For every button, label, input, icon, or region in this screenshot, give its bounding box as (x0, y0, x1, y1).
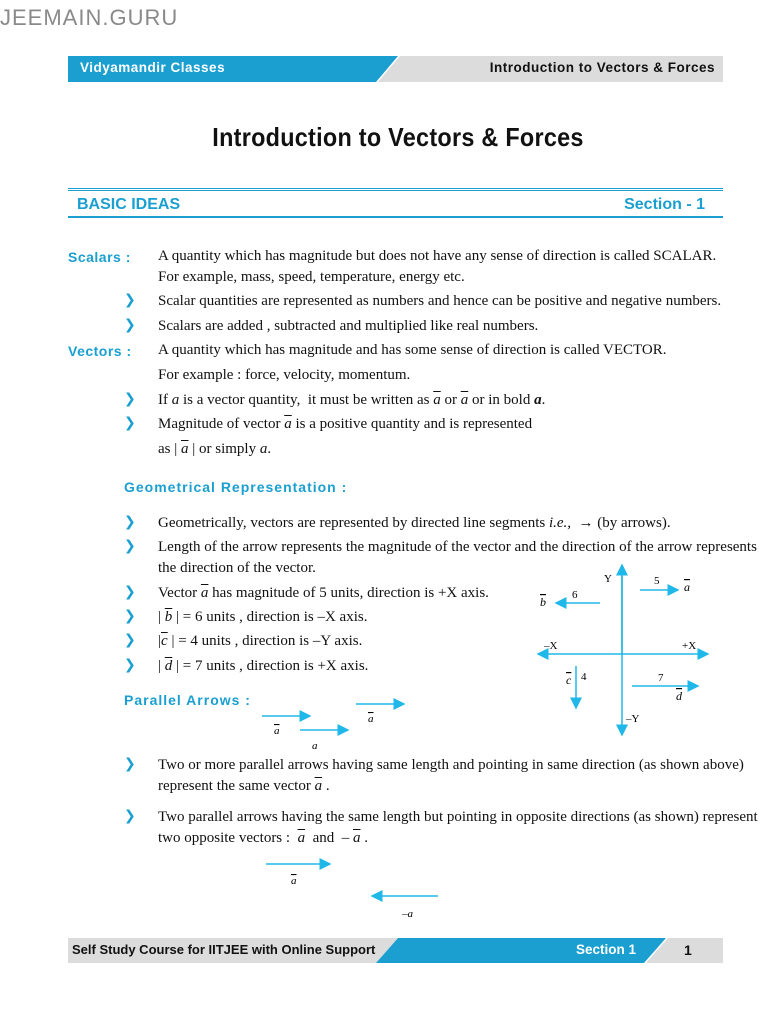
chevron-right-icon: ❯ (124, 608, 136, 624)
section-number: Section - 1 (624, 196, 705, 213)
vector-a-symbol: $\overline{a}$ (200, 585, 209, 601)
vector-a-symbol: $\overline{a}$ (353, 830, 361, 846)
footer-course: Self Study Course for IITJEE with Online Support (72, 942, 376, 957)
vector-d-length: 7 (658, 672, 664, 684)
vector-d-symbol: $\overline{d}$ (164, 658, 173, 674)
parallel-bullet-1: Two or more parallel arrows having same length and pointing in same direction (as shown above) (158, 757, 744, 773)
geo-bullet-2-line-2: the direction of the vector. (158, 560, 316, 576)
vectors-bullet-2-line-2: as | $\overline{a}$ | or simply a. (158, 441, 272, 457)
arrow-neg-a-label: –a (402, 908, 413, 920)
arrow-a-label: a (291, 875, 297, 887)
vector-a-symbol: $\overline{a}$ (181, 441, 189, 457)
y-axis-label: Y (604, 573, 612, 585)
parallel-bullet-1-line-2: represent the same vector $\overline{a}$ . (158, 778, 330, 794)
vectors-bullet-1: If a is a vector quantity, it must be written as $\overline{a}$ or $\overline{a}$ or in bold a. (158, 392, 546, 408)
vector-c-label: c (566, 673, 572, 687)
parallel-arrows-heading: Parallel Arrows : (124, 692, 251, 708)
footer-section: Section 1 (576, 942, 637, 957)
scalars-example: For example, mass, speed, temperature, energy etc. (158, 269, 465, 285)
chevron-right-icon: ❯ (124, 584, 136, 600)
header-chapter: Introduction to Vectors & Forces (489, 60, 715, 75)
scalars-definition: A quantity which has magnitude but does not have any sense of direction is called SCALAR. (158, 248, 717, 264)
watermark: JEEMAIN.GURU (0, 5, 179, 30)
parallel-arrows-diagram (258, 698, 410, 754)
geo-bullet-2: Length of the arrow represents the magnitude of the vector and the direction of the arrow represents (158, 539, 757, 555)
chevron-right-icon: ❯ (124, 756, 136, 772)
geo-bullet-6: | $\overline{d}$ | = 7 units , direction is +X axis. (158, 658, 369, 674)
parallel-bullet-2-line-2: two opposite vectors : $\overline{a}$ and – $\overline{a}$ . (158, 830, 368, 846)
vector-c-length: 4 (581, 671, 587, 683)
page-number: 1 (684, 942, 692, 958)
geo-bullet-1: Geometrically, vectors are represented by directed line segments i.e., → (by arrows). (158, 515, 671, 531)
scalars-bullet-1: Scalar quantities are represented as numbers and hence can be positive and negative numbers. (158, 293, 722, 309)
vector-d-label: d (676, 689, 682, 703)
vectors-label: Vectors : (68, 343, 132, 359)
vector-a-symbol: $\overline{a}$ (297, 830, 306, 846)
page-header (68, 56, 723, 82)
chevron-right-icon: ❯ (124, 657, 136, 673)
section-title: BASIC IDEAS (77, 196, 181, 213)
chevron-right-icon: ❯ (124, 538, 136, 554)
parallel-bullet-2: Two parallel arrows having the same length but pointing in opposite directions (as shown) represent (158, 809, 758, 825)
geo-bullet-5: $|\overline{c}$ | = 4 units , direction is –Y axis. (158, 633, 363, 649)
vector-b-symbol: $\overline{b}$ (164, 609, 173, 625)
neg-y-axis-label: –Y (626, 713, 640, 725)
vector-a-symbol: $\overline{a}$ (314, 778, 323, 794)
scalars-bullet-2: Scalars are added , subtracted and multiplied like real numbers. (158, 318, 539, 334)
chevron-right-icon: ❯ (124, 808, 136, 824)
geo-bullet-3: Vector $\overline{a}$ has magnitude of 5 units, direction is +X axis. (158, 585, 489, 601)
page-title: Introduction to Vectors & Forces (212, 122, 584, 152)
vector-c-symbol: $\overline{c}$ (161, 633, 168, 649)
vector-a-length: 5 (654, 575, 660, 587)
vector-a-label: a (684, 580, 690, 594)
geo-bullet-4: | $\overline{b}$ | = 6 units , direction is –X axis. (158, 609, 368, 625)
neg-x-axis-label: –X (544, 640, 558, 652)
parallel-arrow-2-label: a (368, 713, 374, 725)
parallel-arrow-1-label: a (274, 725, 280, 737)
scalars-label: Scalars : (68, 249, 131, 265)
vector-a-symbol: $\overline{a}$ (460, 392, 469, 408)
vector-a-symbol: $\overline{a}$ (284, 416, 292, 432)
vectors-bullet-2: Magnitude of vector $\overline{a}$ is a positive quantity and is represented (158, 416, 533, 432)
chevron-right-icon: ❯ (124, 514, 136, 530)
vector-a-symbol: $\overline{a}$ (433, 392, 441, 408)
section-bar (68, 188, 723, 218)
vector-axes-diagram (530, 560, 720, 740)
chevron-right-icon: ❯ (124, 415, 136, 431)
chevron-right-icon: ❯ (124, 292, 136, 308)
page-footer (68, 938, 723, 963)
parallel-arrow-3-label: a (312, 740, 318, 752)
chevron-right-icon: ❯ (124, 632, 136, 648)
header-brand: Vidyamandir Classes (80, 60, 226, 75)
vectors-example: For example : force, velocity, momentum. (158, 367, 411, 383)
vector-b-label: b (540, 595, 546, 609)
chevron-right-icon: ❯ (124, 317, 136, 333)
vector-b-length: 6 (572, 589, 578, 601)
vectors-definition: A quantity which has magnitude and has some sense of direction is called VECTOR. (158, 342, 667, 358)
chevron-right-icon: ❯ (124, 391, 136, 407)
opposite-arrows-diagram (262, 854, 444, 924)
geometrical-representation-heading: Geometrical Representation : (124, 479, 348, 495)
x-axis-label: +X (682, 640, 697, 652)
